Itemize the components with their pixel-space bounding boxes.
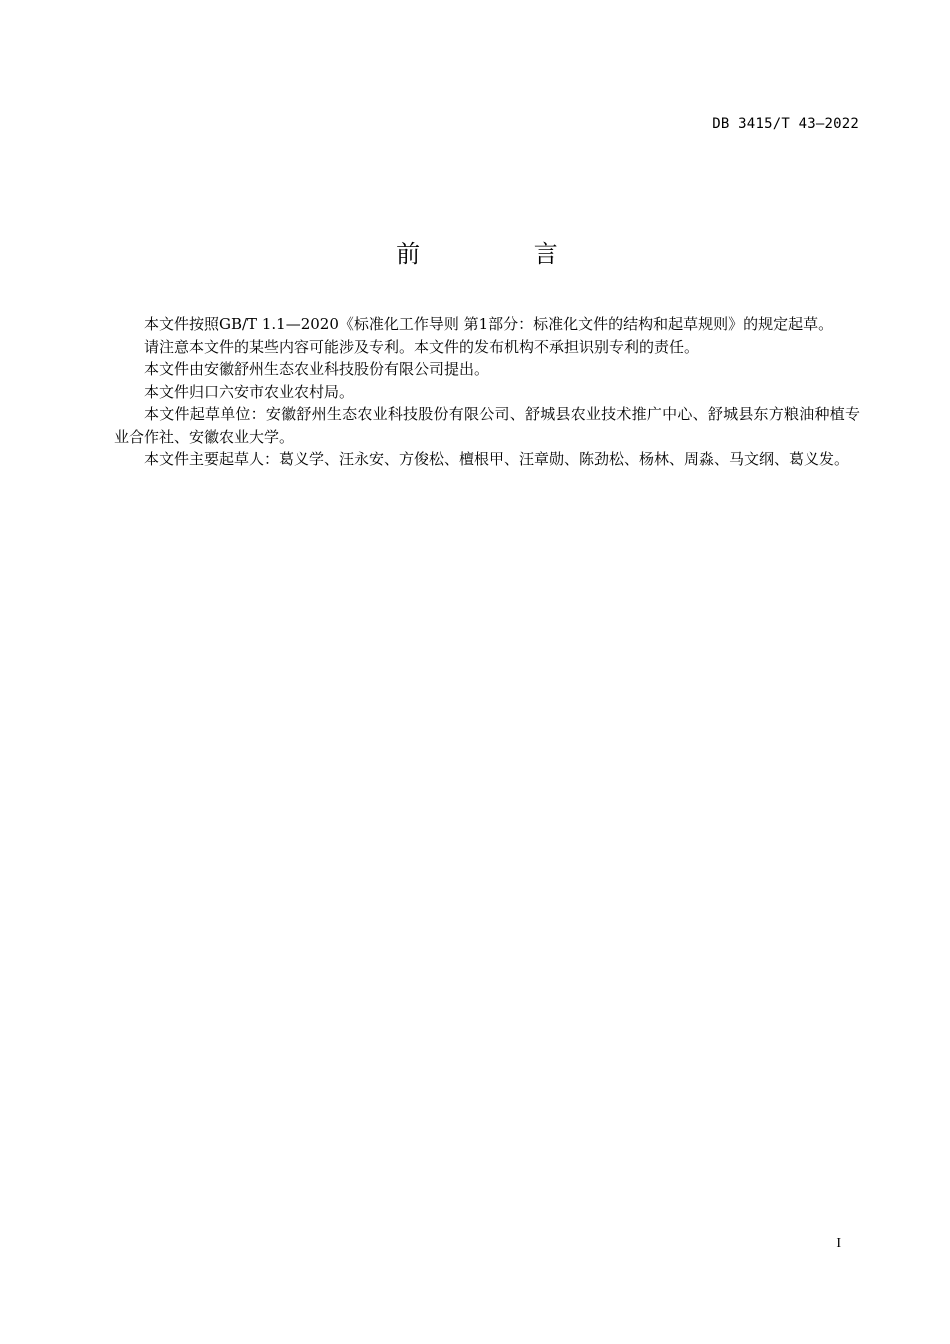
paragraph-proposer: 本文件由安徽舒州生态农业科技股份有限公司提出。 [144,360,490,378]
page-title: 前 言 [396,240,611,268]
paragraph-drafters: 本文件主要起草人：葛义学、汪永安、方俊松、檀根甲、汪章勋、陈劲松、杨林、周淼、马文纲、葛义发。 [144,450,850,468]
paragraph-drafting-units: 本文件起草单位：安徽舒州生态农业科技股份有限公司、舒城县农业技术推广中心、舒城县东方粮油种植专业合作社、安徽农业大学。 [114,405,860,446]
preface-body [114,313,860,471]
paragraph-patent-notice: 请注意本文件的某些内容可能涉及专利。本文件的发布机构不承担识别专利的责任。 [144,337,700,356]
document-code: DB 3415/T 43—2022 [712,116,859,132]
page-number: I [836,1236,841,1251]
paragraph-administrator: 本文件归口六安市农业农村局。 [144,382,355,401]
paragraph-drafting-basis: 本文件按照GB/T 1.1—2020《标准化工作导则 第1部分：标准化文件的结构和起草规则》的规定起草。 [144,315,834,333]
